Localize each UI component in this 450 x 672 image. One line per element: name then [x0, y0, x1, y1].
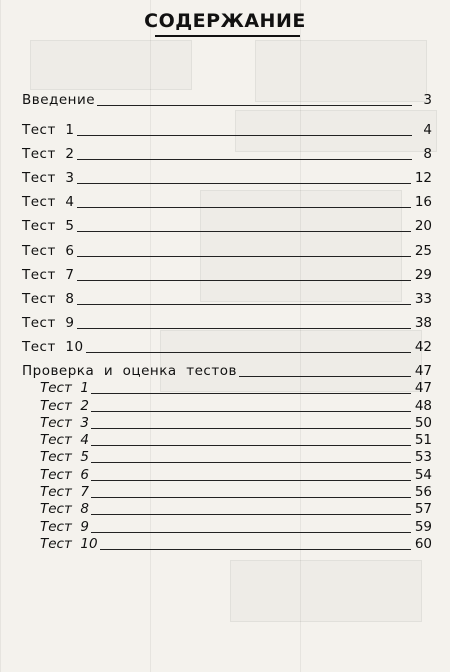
leader-line	[77, 207, 411, 208]
toc-entry-label: Тест 3	[22, 170, 75, 187]
toc-entry-page: 16	[414, 194, 432, 211]
toc-tests-list	[22, 114, 432, 355]
toc-entry-label: Тест 9	[22, 314, 75, 331]
toc-entry-page: 25	[414, 242, 432, 259]
toc-entry-page: 38	[414, 314, 432, 331]
toc-entry-page: 42	[414, 338, 432, 355]
leader-line	[77, 159, 412, 160]
page-title: СОДЕРЖАНИЕ	[144, 10, 306, 32]
toc-subentry	[22, 500, 432, 517]
leader-line	[91, 497, 411, 498]
toc-entry-label: Тест 5	[40, 449, 90, 466]
toc-entry-label: Тест 7	[22, 266, 75, 283]
toc-entry-label: Тест 4	[22, 194, 75, 211]
toc-entry	[22, 138, 432, 162]
toc-entry-label: Тест 4	[40, 432, 90, 449]
toc-entry	[22, 210, 432, 234]
toc-entry-label: Тест 2	[40, 397, 90, 414]
toc-entry	[22, 234, 432, 258]
toc-entry	[22, 114, 432, 138]
leader-line	[77, 280, 411, 281]
toc-entry-label: Тест 10	[22, 338, 84, 355]
toc-entry-review	[22, 355, 432, 379]
bleed-through-block	[30, 40, 192, 90]
toc-subentry	[22, 414, 432, 431]
toc-entry	[22, 259, 432, 283]
title-underline	[155, 35, 300, 37]
toc-entry-label: Тест 3	[40, 414, 90, 431]
toc-entry-page: 3	[423, 92, 432, 108]
toc-subentry	[22, 431, 432, 448]
toc-subentry	[22, 517, 432, 534]
toc-entry-page: 48	[414, 397, 432, 414]
toc-entry-label: Тест 6	[22, 242, 75, 259]
leader-line	[91, 393, 411, 394]
toc-subentry	[22, 465, 432, 482]
leader-line	[77, 256, 411, 257]
leader-line	[239, 376, 411, 377]
toc-entry-label: Введение	[22, 92, 96, 108]
toc-entry-label: Тест 2	[22, 146, 75, 163]
toc-entry-label: Проверка и оценка тестов	[22, 362, 237, 379]
toc-entry-label: Тест 7	[40, 484, 90, 501]
toc-entry-label: Тест 5	[22, 218, 75, 235]
toc-subentry	[22, 483, 432, 500]
toc-entry-page: 8	[423, 146, 432, 163]
leader-line	[91, 462, 411, 463]
toc-entry-page: 53	[414, 449, 432, 466]
bleed-through-block	[230, 560, 422, 622]
toc-review-sublist	[22, 379, 432, 552]
toc-entry-intro	[22, 92, 432, 108]
table-of-contents	[22, 92, 432, 552]
toc-entry-page: 20	[414, 218, 432, 235]
leader-line	[77, 183, 411, 184]
toc-entry-label: Тест 8	[22, 290, 75, 307]
leader-line	[91, 411, 411, 412]
leader-line	[97, 105, 412, 106]
toc-entry-label: Тест 6	[40, 466, 90, 483]
toc-entry-page: 59	[414, 518, 432, 535]
toc-entry	[22, 307, 432, 331]
leader-line	[91, 514, 411, 515]
toc-entry	[22, 162, 432, 186]
toc-entry-page: 47	[414, 362, 432, 379]
toc-entry-label: Тест 8	[40, 501, 90, 518]
leader-line	[91, 428, 411, 429]
leader-line	[77, 328, 411, 329]
toc-entry-label: Тест 9	[40, 518, 90, 535]
leader-line	[91, 532, 411, 533]
toc-entry-page: 29	[414, 266, 432, 283]
toc-subentry	[22, 396, 432, 413]
toc-entry-page: 56	[414, 484, 432, 501]
toc-entry	[22, 186, 432, 210]
leader-line	[77, 135, 412, 136]
leader-line	[91, 480, 411, 481]
toc-subentry	[22, 535, 432, 552]
toc-entry-page: 12	[414, 170, 432, 187]
leader-line	[77, 231, 411, 232]
toc-entry-label: Тест 1	[22, 122, 75, 139]
toc-entry-page: 51	[414, 432, 432, 449]
toc-entry-label: Тест 1	[40, 380, 90, 397]
leader-line	[86, 352, 411, 353]
toc-entry-page: 50	[414, 414, 432, 431]
toc-subentry	[22, 379, 432, 396]
leader-line	[77, 304, 411, 305]
toc-entry	[22, 283, 432, 307]
toc-entry-page: 4	[423, 122, 432, 139]
toc-entry-page: 54	[414, 466, 432, 483]
toc-entry-page: 47	[414, 380, 432, 397]
toc-entry	[22, 331, 432, 355]
toc-entry-page: 57	[414, 501, 432, 518]
toc-subentry	[22, 448, 432, 465]
leader-line	[100, 549, 411, 550]
toc-entry-label: Тест 10	[40, 535, 98, 552]
toc-entry-page: 33	[414, 290, 432, 307]
toc-entry-page: 60	[414, 535, 432, 552]
leader-line	[91, 445, 411, 446]
